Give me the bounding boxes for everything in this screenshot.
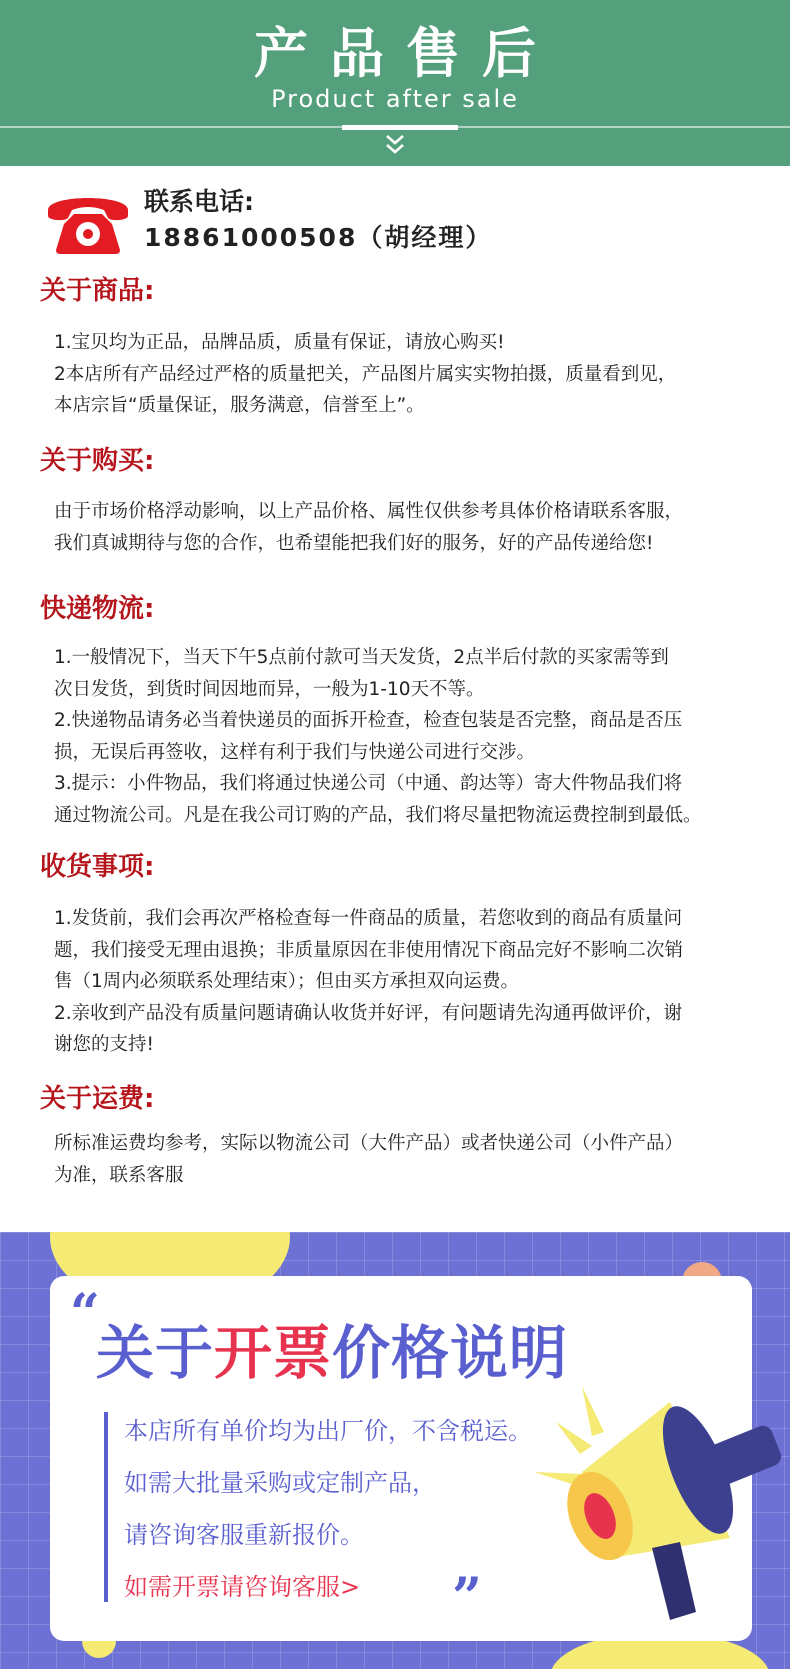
header-divider-accent [342,125,458,130]
invoice-title-part2: 价格说明 [332,1319,569,1387]
text-line: 1.宝贝均为正品，品牌品质，质量有保证，请放心购买! [54,332,505,353]
text-line: 由于市场价格浮动影响，以上产品价格、属性仅供参考具体价格请联系客服， [54,501,684,522]
text-line: 2.快递物品请务必当着快递员的面拆开检查，检查包装是否完整，商品是否压 [54,710,683,731]
invoice-line: 请咨询客服重新报价。 [124,1521,364,1549]
text-line: 谢您的支持! [54,1034,154,1055]
text-line: 所标准运费均参考，实际以物流公司（大件产品）或者快递公司（小件产品） [54,1133,684,1154]
section-body-products [54,327,774,422]
section-heading-freight: 关于运费: [40,1084,155,1114]
text-line: 2本店所有产品经过严格的质量把关，产品图片属实实物拍摄，质量看到见， [54,363,677,385]
text-line: 为准，联系客服 [54,1164,184,1186]
text-line: 本店宗旨“质量保证，服务满意，信誉至上”。 [54,395,425,416]
page-title: 产品售后 [254,22,558,85]
invoice-title-highlight: 开票 [214,1319,333,1387]
text-line: 通过物流公司。凡是在我公司订购的产品，我们将尽量把物流运费控制到最低。 [54,804,702,826]
contact-label: 联系电话: [144,187,254,216]
text-line: 次日发货，到货时间因地而异，一般为1-10天不等。 [54,678,485,700]
section-heading-products: 关于商品: [40,276,155,306]
invoice-accent-bar [104,1412,108,1602]
text-line: 损，无误后再签收，这样有利于我们与快递公司进行交涉。 [54,741,536,763]
section-heading-receiving: 收货事项: [40,852,155,882]
text-line: 1.一般情况下，当天下午5点前付款可当天发货，2点半后付款的买家需等到 [54,647,669,668]
invoice-cta-link[interactable]: 如需开票请咨询客服> [124,1573,361,1601]
invoice-title [96,1318,568,1388]
invoice-line: 本店所有单价均为出厂价，不含税运。 [124,1417,532,1445]
close-quote-icon: ” [452,1567,482,1628]
text-line: 售（1周内必须联系处理结束）；但由买方承担双向运费。 [54,971,520,992]
text-line: 2.亲收到产品没有质量问题请确认收货并好评，有问题请先沟通再做评价，谢 [54,1002,683,1024]
megaphone-icon [520,1362,790,1662]
section-body-shipping [54,642,774,831]
text-line: 我们真诚期待与您的合作，也希望能把我们好的服务，好的产品传递给您! [54,532,654,554]
invoice-title-part1: 关于 [96,1319,215,1387]
section-heading-shipping: 快递物流: [40,594,155,624]
open-quote-icon: “ [70,1283,100,1344]
invoice-line: 如需大批量采购或定制产品， [124,1469,436,1497]
text-line: 3.提示：小件物品，我们将通过快递公司（中通、韵达等）寄大件物品我们将 [54,773,683,794]
section-body-receiving [54,903,774,1061]
page-subtitle: Product after sale [271,85,519,113]
invoice-banner [0,1232,790,1669]
text-line: 题，我们接受无理由退换；非质量原因在非使用情况下商品完好不影响二次销 [54,939,684,961]
telephone-icon [42,186,134,256]
contact-phone-number: 18861000508（胡经理） [144,223,493,252]
section-body-purchase [54,496,774,559]
text-line: 1.发货前，我们会再次严格检查每一件商品的质量，若您收到的商品有质量问 [54,908,683,929]
section-body-freight [54,1128,774,1191]
section-heading-purchase: 关于购买: [40,446,155,476]
header-banner [0,0,790,166]
double-chevron-down-icon [380,132,410,158]
